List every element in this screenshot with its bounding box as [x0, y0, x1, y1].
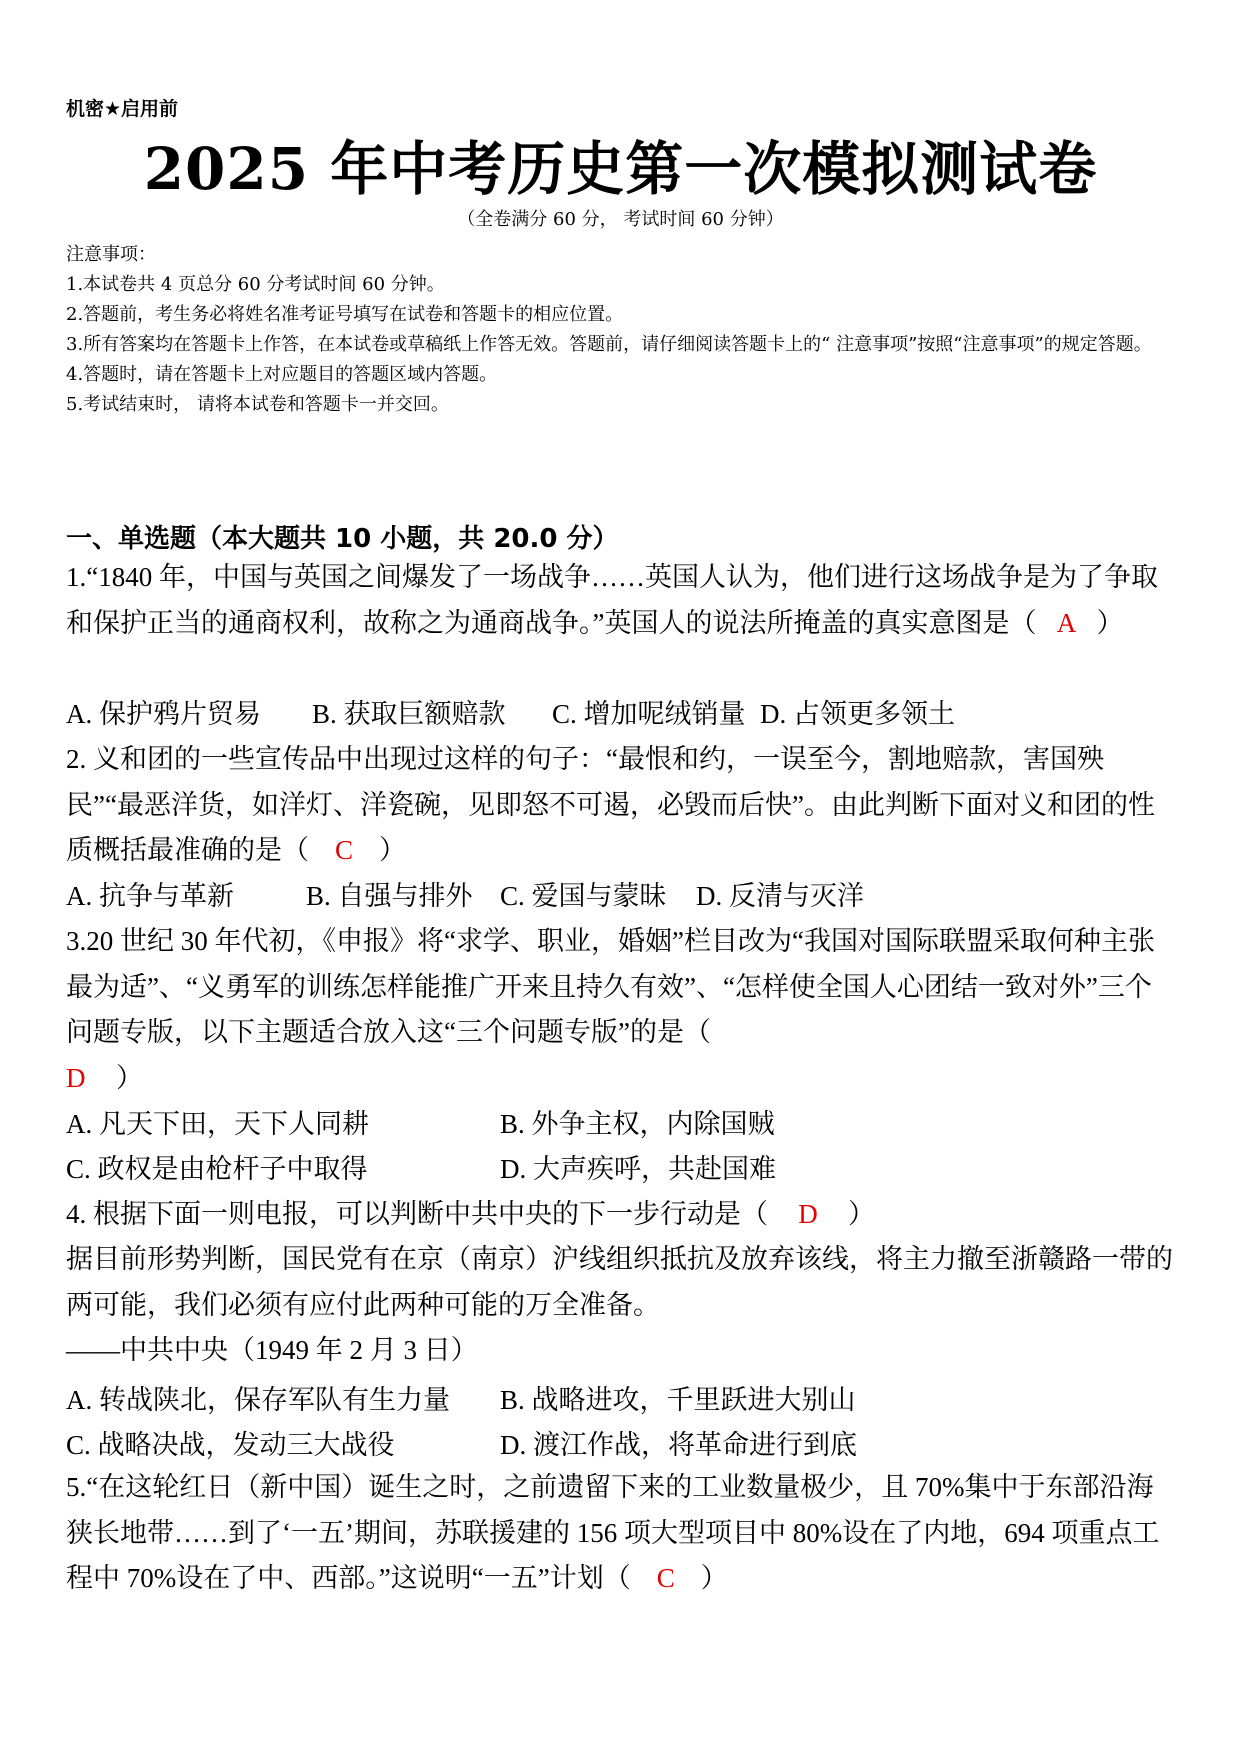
notes-heading: 注意事项： — [66, 244, 156, 265]
option-c: C. 政权是由枪杆子中取得 — [66, 1154, 368, 1184]
option-d: D. 反清与灭洋 — [696, 881, 864, 911]
option-a: A. 抗争与革新 — [66, 881, 234, 911]
notes-block — [66, 240, 1176, 420]
exam-subtitle: （全卷满分 60 分， 考试时间 60 分钟） — [457, 209, 784, 230]
answer-mark: C — [656, 1563, 675, 1593]
option-a: A. 转战陕北，保存军队有生力量 — [66, 1385, 450, 1415]
option-d: D. 占领更多领土 — [760, 699, 955, 729]
question-4 — [66, 1192, 1176, 1238]
question-close: ） — [848, 1199, 875, 1229]
option-b: B. 自强与排外 — [306, 881, 473, 911]
option-b: B. 外争主权，内除国贼 — [500, 1109, 775, 1139]
question-close: ） — [116, 1062, 143, 1093]
question-close: ） — [1096, 607, 1124, 638]
question-stem: 5.“在这轮红日（新中国）诞生之时，之前遗留下来的工业数量极少，且 70%集中于东部沿海狭长地带……到了‘一五’期间，苏联援建的 156 项大型项目中 80%设在了内地，694 项重点工程中 70%设在了中、西部。”这说明“一五”计划（ — [66, 1472, 1160, 1593]
option-c: C. 战略决战，发动三大战役 — [66, 1430, 395, 1460]
exam-title: 2025 年中考历史第一次模拟测试卷 — [143, 135, 1098, 203]
option-a: A. 凡天下田，天下人同耕 — [66, 1109, 369, 1139]
question-close: ） — [379, 835, 406, 865]
option-b: B. 获取巨额赔款 — [312, 699, 506, 729]
notes-item: 5.考试结束时， 请将本试卷和答题卡一并交回。 — [66, 394, 449, 415]
answer-mark: D — [66, 1062, 86, 1093]
question-4-source: ——中共中央（1949 年 2 月 3 日） — [66, 1335, 478, 1365]
section-title: 一、单选题（本大题共 10 小题，共 20.0 分） — [66, 524, 619, 554]
question-4-material: 据目前形势判断，国民党有在京（南京）沪线组织抵抗及放弃该线，将主力撤至浙赣路一带的两可能，我们必须有应付此两种可能的万全准备。 — [66, 1244, 1173, 1320]
option-b: B. 战略进攻，千里跃进大别山 — [500, 1385, 856, 1415]
answer-mark: A — [1056, 607, 1077, 638]
option-d: D. 大声疾呼，共赴国难 — [500, 1154, 776, 1184]
answer-mark: D — [798, 1199, 818, 1229]
notes-item: 4.答题时，请在答题卡上对应题目的答题区域内答题。 — [66, 364, 498, 385]
question-stem: 1.“1840 年，中国与英国之间爆发了一场战争……英国人认为，他们进行这场战争是为了争取和保护正当的通商权利，故称之为通商战争。”英国人的说法所掩盖的真实意图是（ — [66, 562, 1158, 638]
option-c: C. 增加呢绒销量 — [552, 699, 746, 729]
notes-item: 2.答题前，考生务必将姓名准考证号填写在试卷和答题卡的相应位置。 — [66, 304, 624, 325]
notes-item: 3.所有答案均在答题卡上作答，在本试卷或草稿纸上作答无效。答题前，请仔细阅读答题卡上的“ 注意事项”按照“注意事项”的规定答题。 — [66, 334, 1152, 355]
question-1 — [66, 555, 1176, 646]
question-close: ） — [700, 1563, 728, 1593]
notes-item: 1.本试卷共 4 页总分 60 分考试时间 60 分钟。 — [66, 274, 445, 295]
answer-mark: C — [334, 835, 353, 865]
option-a: A. 保护鸦片贸易 — [66, 699, 261, 729]
question-stem: 3.20 世纪 30 年代初，《申报》将“求学、职业，婚姻”栏目改为“我国对国际联盟采取何种主张最为适”、“义勇军的训练怎样能推广开来且持久有效”、“怎样使全国人心团结一致对外”三个问题专版，以下主题适合放入这“三个问题专版”的是（ — [66, 926, 1155, 1047]
option-c: C. 爱国与蒙昧 — [500, 881, 667, 911]
secret-mark: 机密★启用前 — [66, 98, 179, 120]
option-d: D. 渡江作战，将革命进行到底 — [500, 1430, 857, 1460]
question-5 — [66, 1465, 1176, 1602]
question-stem: 4. 根据下面一则电报，可以判断中共中央的下一步行动是（ — [66, 1199, 768, 1229]
question-2 — [66, 737, 1176, 874]
question-3 — [66, 919, 1176, 1101]
question-stem: 2. 义和团的一些宣传品中出现过这样的句子：“最恨和约，一误至今，割地赔款，害国殃民”“最恶洋货，如洋灯、洋瓷碗，见即怒不可遏，必毁而后快”。由此判断下面对义和团的性质概括最准确的是（ — [66, 744, 1155, 865]
